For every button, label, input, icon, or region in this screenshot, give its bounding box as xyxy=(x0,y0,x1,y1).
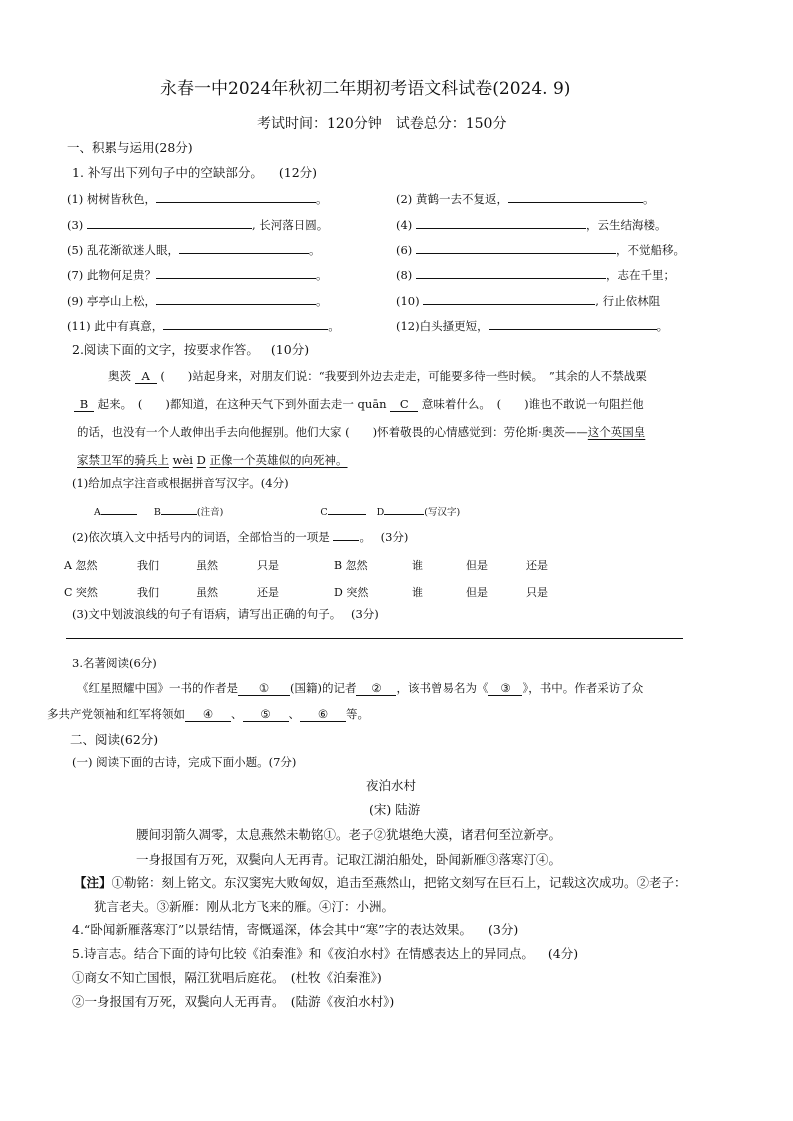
blank-5[interactable]: ⑤ xyxy=(243,707,289,722)
q3-text: 多共产党领袖和红军将领如 xyxy=(47,707,185,721)
item-text: 此物何足贵？ xyxy=(86,268,156,282)
item-end: ，云生结海楼。 xyxy=(585,218,667,232)
note-text: ①勒铭：刻上铭文。东汉窦宪大败匈奴，追击至燕然山，把铭文刻写在巨石上，记载这次成功。②老子： xyxy=(111,875,687,890)
option-d[interactable] xyxy=(334,584,368,600)
exam-info: 考试时间：120分钟 试卷总分：150分 xyxy=(257,116,507,132)
item-end: 。 xyxy=(328,319,340,333)
q2-sub1: (1)给加点字注音或根据拼音写汉字。(4分) xyxy=(72,476,289,490)
q1-item-12 xyxy=(396,316,668,334)
answer-blank[interactable] xyxy=(101,504,137,515)
option-label: B 忽然 xyxy=(334,559,368,572)
sub3-score: (3分) xyxy=(350,607,379,621)
answer-blank[interactable] xyxy=(163,316,328,330)
item-end: , 长河落日圆。 xyxy=(251,218,329,232)
passage-text: 起来。 ( )都知道，在这种天气下到外面去走一 xyxy=(97,397,354,411)
section-heading-2: 二、阅读(62分) xyxy=(70,732,159,747)
item-number: (1) xyxy=(67,192,84,206)
option-c-w2: 虽然 xyxy=(196,586,218,599)
option-b[interactable] xyxy=(334,557,368,573)
q5 xyxy=(72,944,578,962)
q3-line-2 xyxy=(47,706,369,722)
blank-4[interactable]: ④ xyxy=(185,707,231,722)
item-end: , 行止依林阻 xyxy=(595,294,661,308)
option-b-w3: 还是 xyxy=(526,559,548,572)
answer-blank[interactable] xyxy=(333,527,359,541)
blank-d[interactable]: D xyxy=(196,453,206,467)
q2-passage-line-4 xyxy=(77,452,348,468)
q1-item-6 xyxy=(396,240,685,258)
passage-text: 奥茨 xyxy=(108,369,131,383)
answer-blank[interactable] xyxy=(416,240,616,254)
poem-line-2: 一身报国有万死，双鬓向人无再青。记取江湖泊船处，卧闻新雁③落寒汀④。 xyxy=(136,852,562,867)
q3-line-1 xyxy=(77,680,643,696)
sub2-score: (3分) xyxy=(380,530,409,544)
answer-blank[interactable] xyxy=(161,504,197,515)
q1-item-11 xyxy=(67,316,340,334)
q4 xyxy=(72,920,518,938)
answer-blank[interactable] xyxy=(156,291,316,305)
sub3-text: (3)文中划波浪线的句子有语病，请写出正确的句子。 xyxy=(72,607,342,621)
answer-line[interactable] xyxy=(66,638,683,639)
q5-score: (4分) xyxy=(547,946,579,961)
section-heading-1: 一、积累与运用(28分) xyxy=(67,140,193,155)
blank-label: A xyxy=(94,507,101,518)
poem-note-2: 犹言老夫。③新雁：刚从北方飞来的雁。④汀：小洲。 xyxy=(94,899,395,914)
item-number: (7) xyxy=(67,268,84,282)
item-end: ，不觉船移。 xyxy=(615,243,685,257)
poem-title: 夜泊水村 xyxy=(366,778,417,793)
q4-text: 4.“卧闻新雁落寒汀”以景结情，寄慨遥深，体会其中“寒”字的表达效果。 xyxy=(72,922,472,937)
q1-item-9 xyxy=(67,291,327,309)
q2-passage-line-2 xyxy=(74,396,644,412)
q1-item-10 xyxy=(396,291,660,309)
wavy-sentence: 家禁卫军的骑兵上 xyxy=(77,453,169,467)
option-label: D 突然 xyxy=(334,586,369,599)
pinyin: quān xyxy=(357,397,387,411)
option-c-w3: 还是 xyxy=(257,586,279,599)
option-d-w2: 但是 xyxy=(466,586,488,599)
item-end: 。 xyxy=(308,243,321,257)
answer-blank[interactable] xyxy=(156,189,316,203)
item-text: 乱花渐欲迷人眼， xyxy=(86,243,179,257)
option-a-w2: 虽然 xyxy=(196,559,218,572)
sub2-text: (2)依次填入文中括号内的词语，全部恰当的一项是 xyxy=(72,530,330,544)
item-number: (2) xyxy=(396,192,413,206)
item-number: (6) xyxy=(396,243,413,257)
item-number: (4) xyxy=(396,218,413,232)
item-end: 。 xyxy=(315,192,328,206)
wavy-sentence: 正像一个英雄似的向死神。 xyxy=(209,453,348,467)
option-label: A 忽然 xyxy=(64,559,98,572)
option-a-w3: 只是 xyxy=(257,559,279,572)
poem-author: (宋) 陆游 xyxy=(369,802,421,817)
q2-text: 2.阅读下面的文字，按要求作答。 xyxy=(72,342,259,357)
passage-text: ( )怀着敬畏的心情感觉到：劳伦斯·奥茨—— xyxy=(345,425,588,439)
item-number: (12) xyxy=(396,319,420,333)
option-d-w3: 只是 xyxy=(526,586,548,599)
wavy-sentence: 这个英国皇 xyxy=(587,425,646,439)
q5-text: 5.诗言志。结合下面的诗句比较《泊秦淮》和《夜泊水村》在情感表达上的异同点。 xyxy=(72,946,534,961)
blank-a[interactable]: A xyxy=(135,369,157,384)
answer-blank[interactable] xyxy=(489,316,657,330)
q2-stem xyxy=(72,340,309,358)
q3-text: 等。 xyxy=(346,707,369,721)
q1-text: 1. 补写出下列句子中的空缺部分。 xyxy=(72,165,263,180)
q4-score: (3分) xyxy=(487,922,519,937)
option-a[interactable] xyxy=(64,557,97,573)
blank-label: D xyxy=(376,507,385,518)
q2-passage-line-3 xyxy=(77,424,645,440)
answer-blank[interactable] xyxy=(179,240,309,254)
blank-c[interactable]: C xyxy=(390,397,418,412)
note-label: 【注】 xyxy=(74,875,112,890)
q2-score: (10分) xyxy=(270,342,310,357)
item-end: 。 xyxy=(642,192,655,206)
answer-blank[interactable] xyxy=(416,215,586,229)
answer-blank[interactable] xyxy=(416,265,606,279)
poem-question-heading: (一) 阅读下面的古诗，完成下面小题。(7分) xyxy=(72,755,297,769)
item-number: (10) xyxy=(396,294,420,308)
q2-sub2: (2)依次填入文中括号内的词语，全部恰当的一项是 。 (3分) xyxy=(72,527,408,545)
item-number: (11) xyxy=(67,319,91,333)
blank-note: (写汉字) xyxy=(424,507,461,518)
option-a-w1: 我们 xyxy=(137,559,159,572)
q1-item-1 xyxy=(67,189,327,207)
q3-text: 》，书中。作者采访了众 xyxy=(522,681,644,695)
passage-text: 意味着什么。 ( )谁也不敢说一句阻拦他 xyxy=(421,397,644,411)
answer-blank[interactable] xyxy=(508,189,643,203)
poem-line-1: 腰间羽箭久凋零，太息燕然未勒铭①。老子②犹堪绝大漠，诸君何至泣新亭。 xyxy=(136,827,562,842)
q3-text: 《红星照耀中国》一书的作者是 xyxy=(77,681,238,695)
poem-note-1 xyxy=(74,873,687,891)
item-end: 。 xyxy=(315,294,328,308)
item-number: (3) xyxy=(67,218,84,232)
answer-blank[interactable] xyxy=(423,291,595,305)
option-c-w1: 我们 xyxy=(137,586,159,599)
blank-1[interactable]: ① xyxy=(238,681,290,696)
option-b-w1: 谁 xyxy=(412,559,423,572)
option-d-w1: 谁 xyxy=(412,586,423,599)
option-b-w2: 但是 xyxy=(466,559,488,572)
item-end: 。 xyxy=(315,268,328,282)
item-text: 白头搔更短， xyxy=(419,319,489,333)
q1-item-3 xyxy=(67,215,328,233)
item-number: (5) xyxy=(67,243,84,257)
q2-passage-line-1 xyxy=(108,368,647,384)
q1-item-5 xyxy=(67,240,320,258)
item-number: (9) xyxy=(67,294,84,308)
q2-sub3 xyxy=(72,606,379,622)
answer-blank[interactable] xyxy=(384,504,424,515)
answer-blank[interactable] xyxy=(328,504,366,515)
blank-note: (注音) xyxy=(196,507,224,518)
q5-quote-1: ①商女不知亡国恨，隔江犹唱后庭花。 (杜牧《泊秦淮》) xyxy=(72,970,382,985)
item-text: 亭亭山上松， xyxy=(86,294,156,308)
blank-2[interactable]: ② xyxy=(356,681,396,696)
blank-b[interactable]: B xyxy=(74,397,94,412)
option-label: C 突然 xyxy=(64,586,98,599)
item-end: 。 xyxy=(656,319,669,333)
blank-3[interactable]: ③ xyxy=(488,681,522,696)
q3-text: ，该书曾易名为《 xyxy=(396,681,489,695)
pinyin: wèi xyxy=(172,453,193,467)
item-text: 黄鹤一去不复返， xyxy=(415,192,508,206)
q3-text: (国籍)的记者 xyxy=(290,681,357,695)
passage-text: 的话，也没有一个人敢伸出手去向他握别。他们大家 xyxy=(77,425,342,439)
answer-blank[interactable] xyxy=(87,215,252,229)
blank-label: C xyxy=(320,507,328,518)
item-number: (8) xyxy=(396,268,413,282)
q2-sub1-blanks xyxy=(94,504,460,518)
item-text: 此中有真意， xyxy=(94,319,164,333)
option-c[interactable] xyxy=(64,584,98,600)
q1-stem xyxy=(72,163,317,181)
blank-6[interactable]: ⑥ xyxy=(300,707,346,722)
q1-score: (12分) xyxy=(278,165,318,180)
blank-label: B xyxy=(153,507,161,518)
q1-item-2 xyxy=(396,189,654,207)
q1-item-7 xyxy=(67,265,327,283)
answer-blank[interactable] xyxy=(156,265,316,279)
separator: 、 xyxy=(231,707,243,721)
q5-quote-2: ②一身报国有万死，双鬓向人无再青。 (陆游《夜泊水村》) xyxy=(72,994,395,1009)
q1-item-4 xyxy=(396,215,666,233)
q3-stem: 3.名著阅读(6分) xyxy=(72,656,157,670)
separator: 、 xyxy=(288,707,300,721)
item-text: 树树皆秋色， xyxy=(86,192,156,206)
q1-item-8 xyxy=(396,265,675,283)
passage-text: ( )站起身来，对朋友们说：“我要到外边去走走，可能要多待一些时候。 ”其余的人不禁战栗 xyxy=(160,369,647,383)
page-title: 永春一中2024年秋初二年期初考语文科试卷(2024. 9) xyxy=(160,79,571,99)
item-end: ，志在千里； xyxy=(605,268,675,282)
